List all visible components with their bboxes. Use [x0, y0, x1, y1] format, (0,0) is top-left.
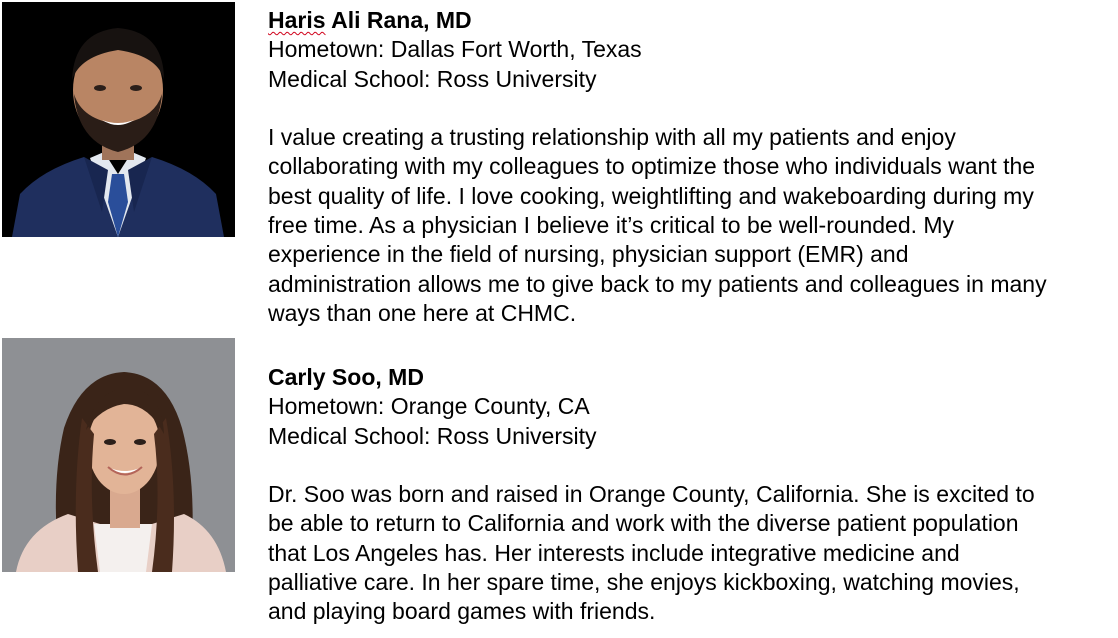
- bio-line: collaborating with my colleagues to optimize those who individuals want the: [268, 153, 1036, 180]
- bio-line: administration allows me to give back to my patients and colleagues in many: [268, 270, 1047, 297]
- bio-line: and playing board games with friends.: [268, 598, 656, 625]
- profile-name-rest: Soo, MD: [325, 364, 424, 390]
- bio-line: ways than one here at CHMC.: [268, 299, 577, 326]
- bio-line: Dr. Soo was born and raised in Orange County, California. She is excited to: [268, 481, 1035, 508]
- profile-carly: [268, 363, 1108, 627]
- bio-line: be able to return to California and work with the diverse patient population: [268, 510, 1019, 537]
- profile-haris: [268, 6, 1108, 328]
- bio-line: palliative care. In her spare time, she enjoys kickboxing, watching movies,: [268, 569, 1020, 596]
- profile-hometown: Hometown: Dallas Fort Worth, Texas: [268, 36, 642, 63]
- profile-bio: [268, 480, 1108, 626]
- bio-line: that Los Angeles has. Her interests include integrative medicine and: [268, 539, 960, 566]
- profile-name-first: Carly: [268, 364, 326, 390]
- profile-name-rest: Ali Rana, MD: [325, 7, 472, 33]
- bio-line: I value creating a trusting relationship with all my patients and enjoy: [268, 124, 956, 151]
- bio-line: free time. As a physician I believe it’s critical to be well-rounded. My: [268, 212, 955, 239]
- profile-name: [268, 6, 1108, 35]
- bio-line: experience in the field of nursing, physician support (EMR) and: [268, 241, 909, 268]
- profile-photo-haris: [2, 2, 235, 237]
- profile-hometown: Hometown: Orange County, CA: [268, 393, 590, 420]
- profile-name-first: Haris: [268, 7, 326, 33]
- profile-name: [268, 363, 1108, 392]
- profile-photo-carly: [2, 338, 235, 572]
- profile-medical-school: Medical School: Ross University: [268, 422, 597, 449]
- bio-line: best quality of life. I love cooking, weightlifting and wakeboarding during my: [268, 182, 1034, 209]
- profile-bio: [268, 123, 1108, 328]
- profile-medical-school: Medical School: Ross University: [268, 65, 597, 92]
